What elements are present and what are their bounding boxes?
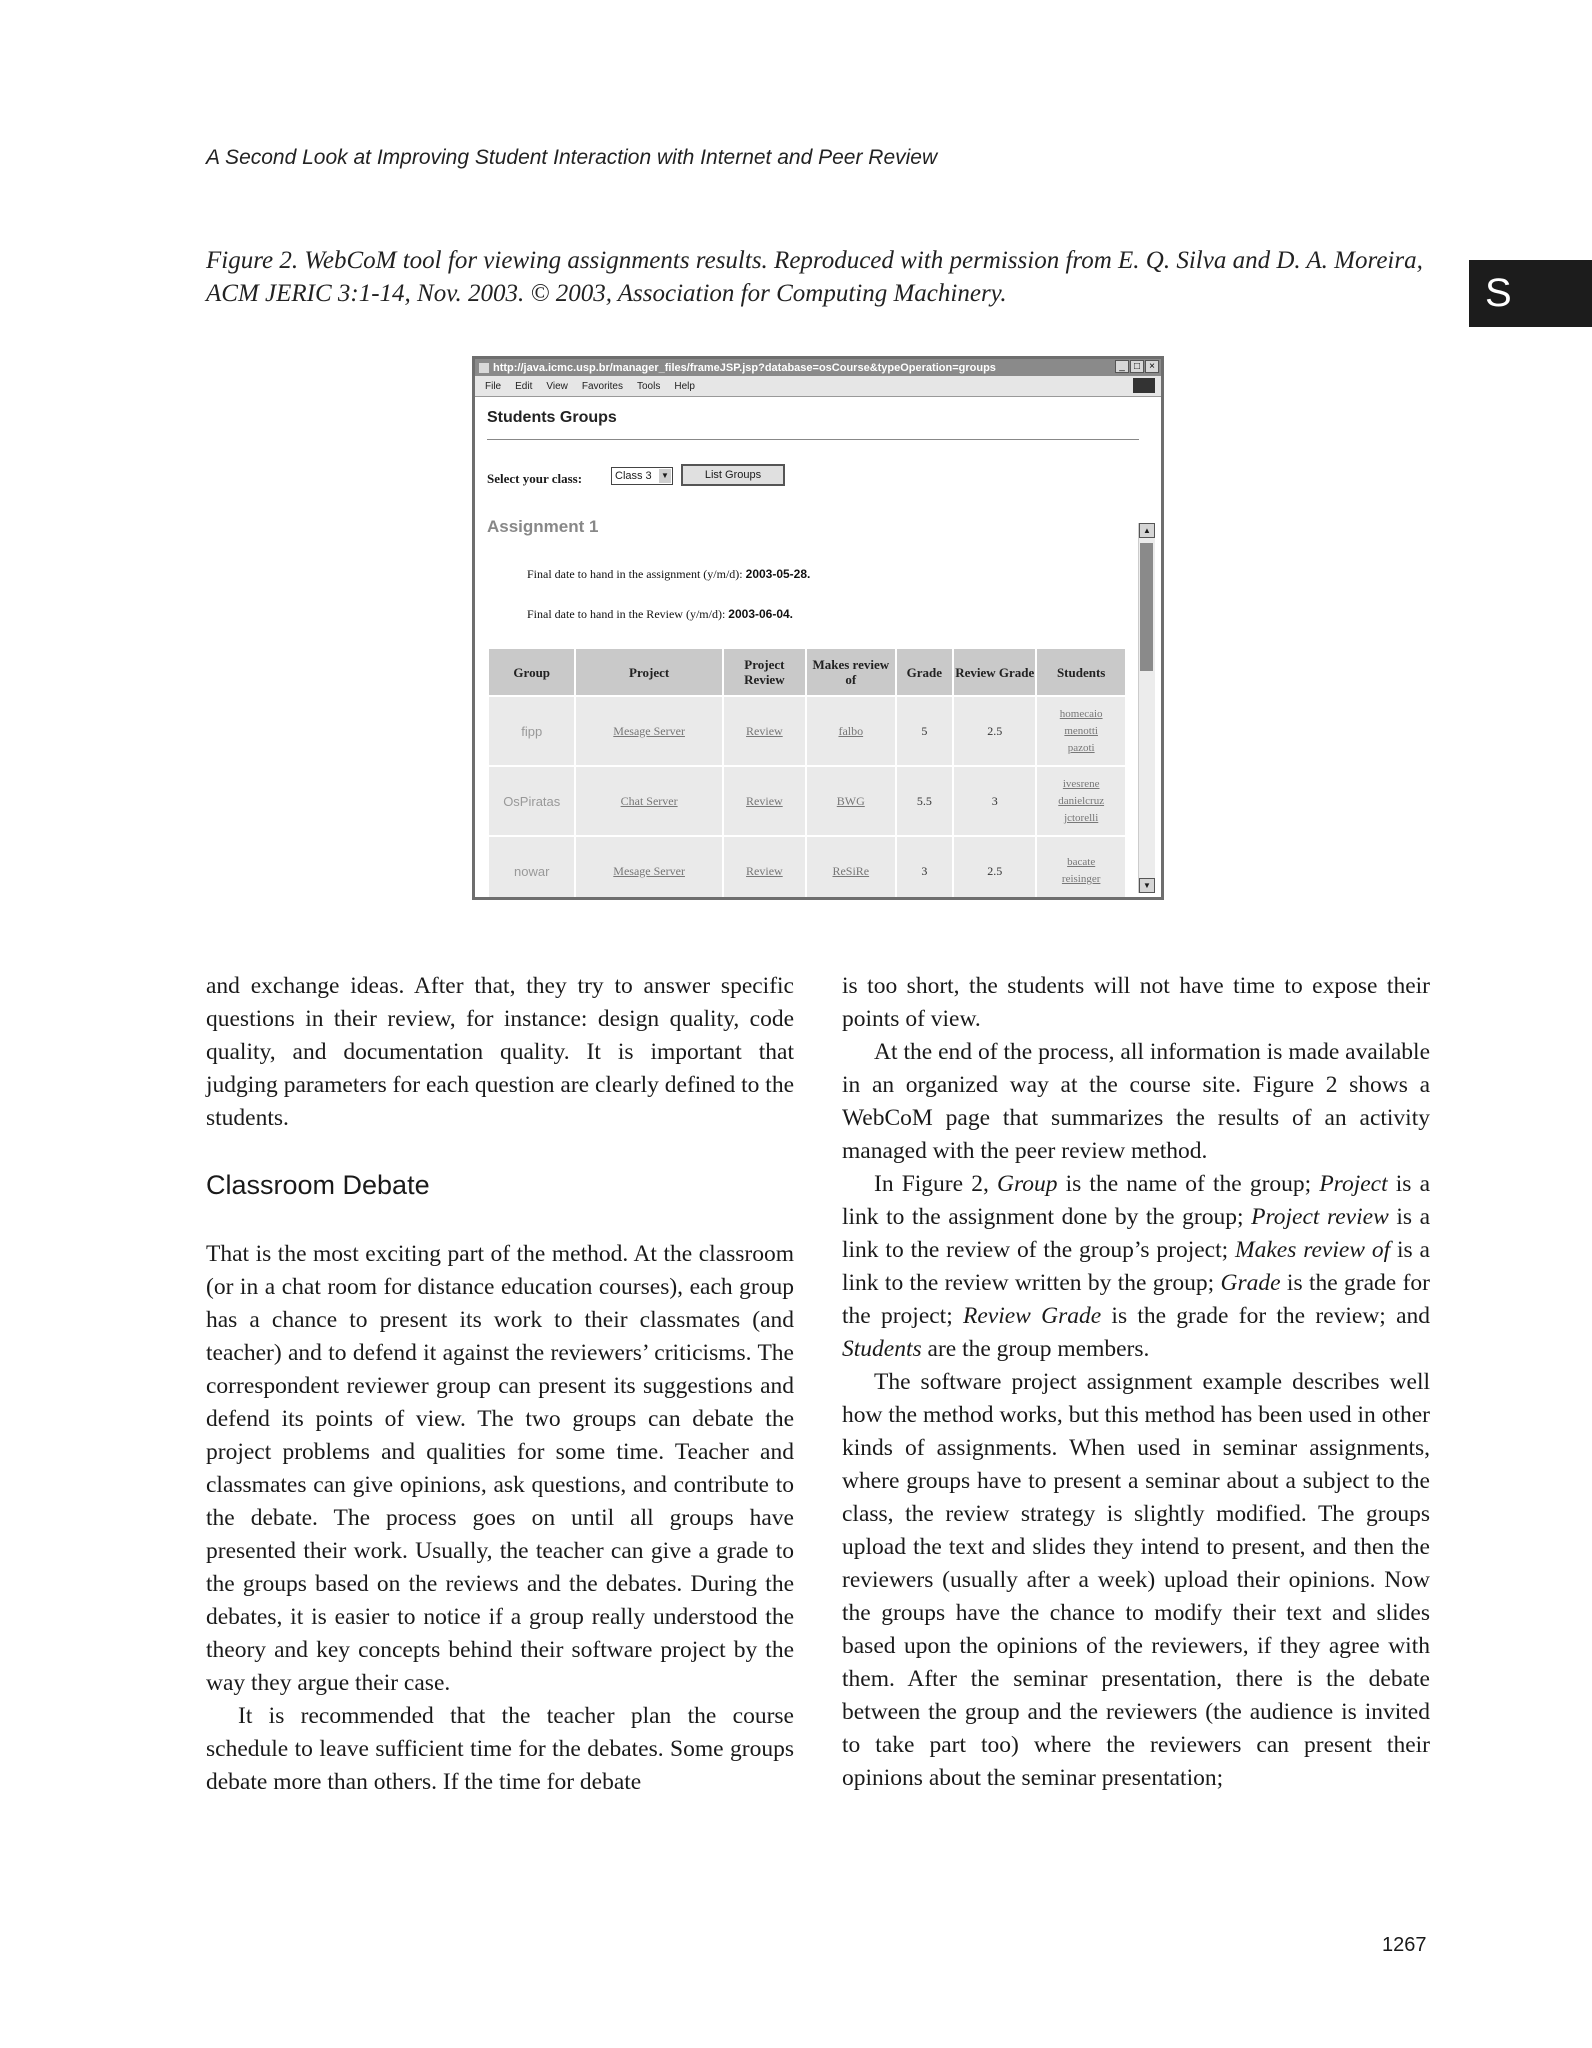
text-run: is the grade for the review; and <box>1101 1303 1431 1329</box>
students-cell <box>1037 837 1125 900</box>
class-select[interactable] <box>611 467 673 485</box>
student-link[interactable]: homecaio <box>1059 707 1103 720</box>
table-row <box>489 767 1125 835</box>
student-link[interactable]: bacate <box>1067 856 1096 868</box>
running-header: A Second Look at Improving Student Interaction with Internet and Peer Review <box>206 146 938 169</box>
review-link[interactable] <box>724 767 805 835</box>
assignment-date-line <box>527 567 810 582</box>
term-group: Group <box>996 1171 1058 1197</box>
scroll-down-icon[interactable]: ▼ <box>1139 878 1155 893</box>
grade-cell: 5.5 <box>897 767 953 835</box>
project-link[interactable] <box>576 837 721 900</box>
term-students: Students <box>842 1336 922 1362</box>
review-link-text[interactable]: Review <box>746 723 783 738</box>
group-cell: OsPiratas <box>489 767 574 835</box>
makes-review-link[interactable] <box>807 837 895 900</box>
figure-caption: Figure 2. WebCoM tool for viewing assignments results. Reproduced with permission from E. Q. Silva and D. A. Moreira, ACM JERIC 3:1-14, Nov. 2003. © 2003, Association for Computing Machinery. <box>206 247 1423 307</box>
term-project-review: Project review <box>1251 1204 1389 1230</box>
column-header: Review Grade <box>954 649 1035 695</box>
student-link[interactable]: ivesrene <box>1062 777 1100 790</box>
page-title: Students Groups <box>487 409 617 426</box>
project-link[interactable] <box>576 697 721 765</box>
close-icon[interactable]: × <box>1145 360 1159 373</box>
paragraph: That is the most exciting part of the method. At the classroom (or in a chat room for distance education courses), each group has a chance to present its work to their classmates (and teacher) and to defend it against the reviewers’ criticisms. The correspondent reviewer group can present its suggestions and defend its points of view. The two groups can debate the project problems and qualities for some time. Teacher and classmates can give opinions, ask questions, and contribute to the debate. The process goes on until all groups have presented their work. Usually, the teacher can give a grade to the groups based on the reviews and the debates. During the debates, it is easier to notice if a group really understood the theory and key concepts behind their software project by the way they argue their case. <box>206 1241 794 1696</box>
text-run: is a link to the assignment done by the group; <box>842 1171 1430 1230</box>
class-select-value: Class 3 <box>615 470 652 482</box>
scrollbar-thumb[interactable] <box>1140 543 1153 671</box>
students-cell <box>1037 767 1125 835</box>
term-grade: Grade <box>1220 1270 1281 1296</box>
column-header: Makes review of <box>807 649 895 695</box>
webcom-screenshot <box>472 356 1164 900</box>
review-link-text[interactable]: Review <box>746 793 783 808</box>
browser-titlebar <box>475 359 1161 376</box>
paragraph: At the end of the process, all information is made available in an organized way at the course site. Figure 2 shows a WebCoM page that summarizes the results of an activity managed with the peer review method. <box>842 1039 1430 1164</box>
results-table <box>487 647 1127 900</box>
table-header-row <box>489 649 1125 695</box>
table-row <box>489 837 1125 900</box>
text-run: is the name of the group; <box>1057 1171 1320 1197</box>
review-grade-cell: 2.5 <box>954 837 1035 900</box>
browser-content <box>475 397 1161 897</box>
page-number: 1267 <box>1382 1934 1427 1956</box>
term-review-grade: Review Grade <box>963 1303 1102 1329</box>
student-link[interactable]: pazoti <box>1067 741 1095 754</box>
group-cell: nowar <box>489 837 574 900</box>
column-header: Grade <box>897 649 953 695</box>
makes-review-link-text[interactable]: ReSiRe <box>832 863 870 878</box>
paragraph: and exchange ideas. After that, they try to answer specific questions in their review, for instance: design quality, code quality, and documentation quality. It is important that judging parameters for each question are clearly defined to the students. <box>206 973 794 1131</box>
review-link-text[interactable]: Review <box>746 863 783 878</box>
project-link-text[interactable]: Mesage Server <box>613 723 685 738</box>
menu-help[interactable]: Help <box>674 380 695 392</box>
column-header: Project <box>576 649 721 695</box>
left-column <box>206 970 794 1799</box>
text-run: is the grade for the project; <box>842 1270 1430 1329</box>
review-grade-cell: 3 <box>954 767 1035 835</box>
student-link[interactable]: jctorelli <box>1064 811 1099 824</box>
makes-review-link[interactable] <box>807 767 895 835</box>
review-date-label: Final date to hand in the Review (y/m/d): <box>527 607 726 621</box>
term-project: Project <box>1319 1171 1388 1197</box>
text-run: is a link to the review written by the group; <box>842 1237 1430 1296</box>
paragraph: is too short, the students will not have time to expose their points of view. <box>842 973 1430 1032</box>
makes-review-link[interactable] <box>807 697 895 765</box>
assignment-date-label: Final date to hand in the assignment (y/m/d): <box>527 567 743 581</box>
scroll-up-icon[interactable]: ▲ <box>1139 523 1155 538</box>
review-grade-cell: 2.5 <box>954 697 1035 765</box>
grade-cell: 3 <box>897 837 953 900</box>
review-date-value: 2003-06-04. <box>728 607 794 621</box>
student-link[interactable]: menotti <box>1064 724 1098 737</box>
student-link[interactable]: danielcruz <box>1058 794 1105 807</box>
column-header: Project Review <box>724 649 805 695</box>
menu-tools[interactable]: Tools <box>636 380 661 392</box>
assignment-title: Assignment 1 <box>487 517 599 536</box>
project-link-text[interactable]: Mesage Server <box>613 863 685 878</box>
grade-cell: 5 <box>897 697 953 765</box>
paragraph <box>842 1168 1430 1366</box>
chevron-down-icon[interactable]: ▼ <box>659 469 671 483</box>
window-controls <box>1115 360 1159 373</box>
browser-menubar <box>475 376 1161 397</box>
vertical-scrollbar[interactable] <box>1138 523 1155 893</box>
makes-review-link-text[interactable]: falbo <box>838 723 864 738</box>
menu-view[interactable]: View <box>546 380 568 392</box>
assignment-date-value: 2003-05-28. <box>745 567 811 581</box>
review-link[interactable] <box>724 697 805 765</box>
column-header: Group <box>489 649 574 695</box>
paragraph: It is recommended that the teacher plan the course schedule to leave sufficient time for the debates. Some groups debate more than others. If the time for debate <box>206 1703 794 1795</box>
browser-url: http://java.icmc.usp.br/manager_files/frameJSP.jsp?database=osCourse&typeOperation=groups <box>493 361 996 374</box>
menu-favorites[interactable]: Favorites <box>581 380 623 392</box>
class-select-label: Select your class: <box>487 471 583 486</box>
section-tab: S <box>1469 260 1592 327</box>
group-cell: fipp <box>489 697 574 765</box>
text-run: are the group members. <box>921 1336 1150 1362</box>
review-date-line <box>527 607 793 622</box>
student-link[interactable]: reisinger <box>1061 873 1101 885</box>
maximize-icon[interactable]: □ <box>1130 360 1144 373</box>
text-run: In Figure 2, <box>874 1171 997 1197</box>
right-column <box>842 970 1430 1795</box>
section-heading: Classroom Debate <box>206 1170 430 1200</box>
minimize-icon[interactable]: _ <box>1115 360 1129 373</box>
column-header: Students <box>1037 649 1125 695</box>
browser-icon <box>479 363 489 373</box>
menu-edit[interactable]: Edit <box>515 380 533 392</box>
paragraph: The software project assignment example describes well how the method works, but this method has been used in other kinds of assignments. When used in seminar assignments, where groups have to present a seminar about a subject to the class, the review strategy is slightly modified. The groups upload the text and slides they intend to present, and then the reviewers (usually after a week) upload their opinions. Now the groups have the chance to modify their text and slides based upon the opinions of the reviewers, if they agree with them. After the seminar presentation, there is the debate between the group and the reviewers (the audience is invited to take part too) where the reviewers can present their opinions about the seminar presentation; <box>842 1369 1430 1791</box>
term-makes-review-of: Makes review of <box>1235 1237 1391 1263</box>
text-run: is a link to the review of the group’s project; <box>842 1204 1430 1263</box>
table-row <box>489 697 1125 765</box>
review-link[interactable] <box>724 837 805 900</box>
menu-file[interactable]: File <box>485 380 502 392</box>
project-link-text[interactable]: Chat Server <box>620 793 678 808</box>
windows-logo-icon <box>1133 378 1155 393</box>
makes-review-link-text[interactable]: BWG <box>836 793 865 808</box>
students-cell <box>1037 697 1125 765</box>
project-link[interactable] <box>576 767 721 835</box>
list-groups-button[interactable]: List Groups <box>681 464 785 486</box>
title-divider <box>487 439 1139 440</box>
